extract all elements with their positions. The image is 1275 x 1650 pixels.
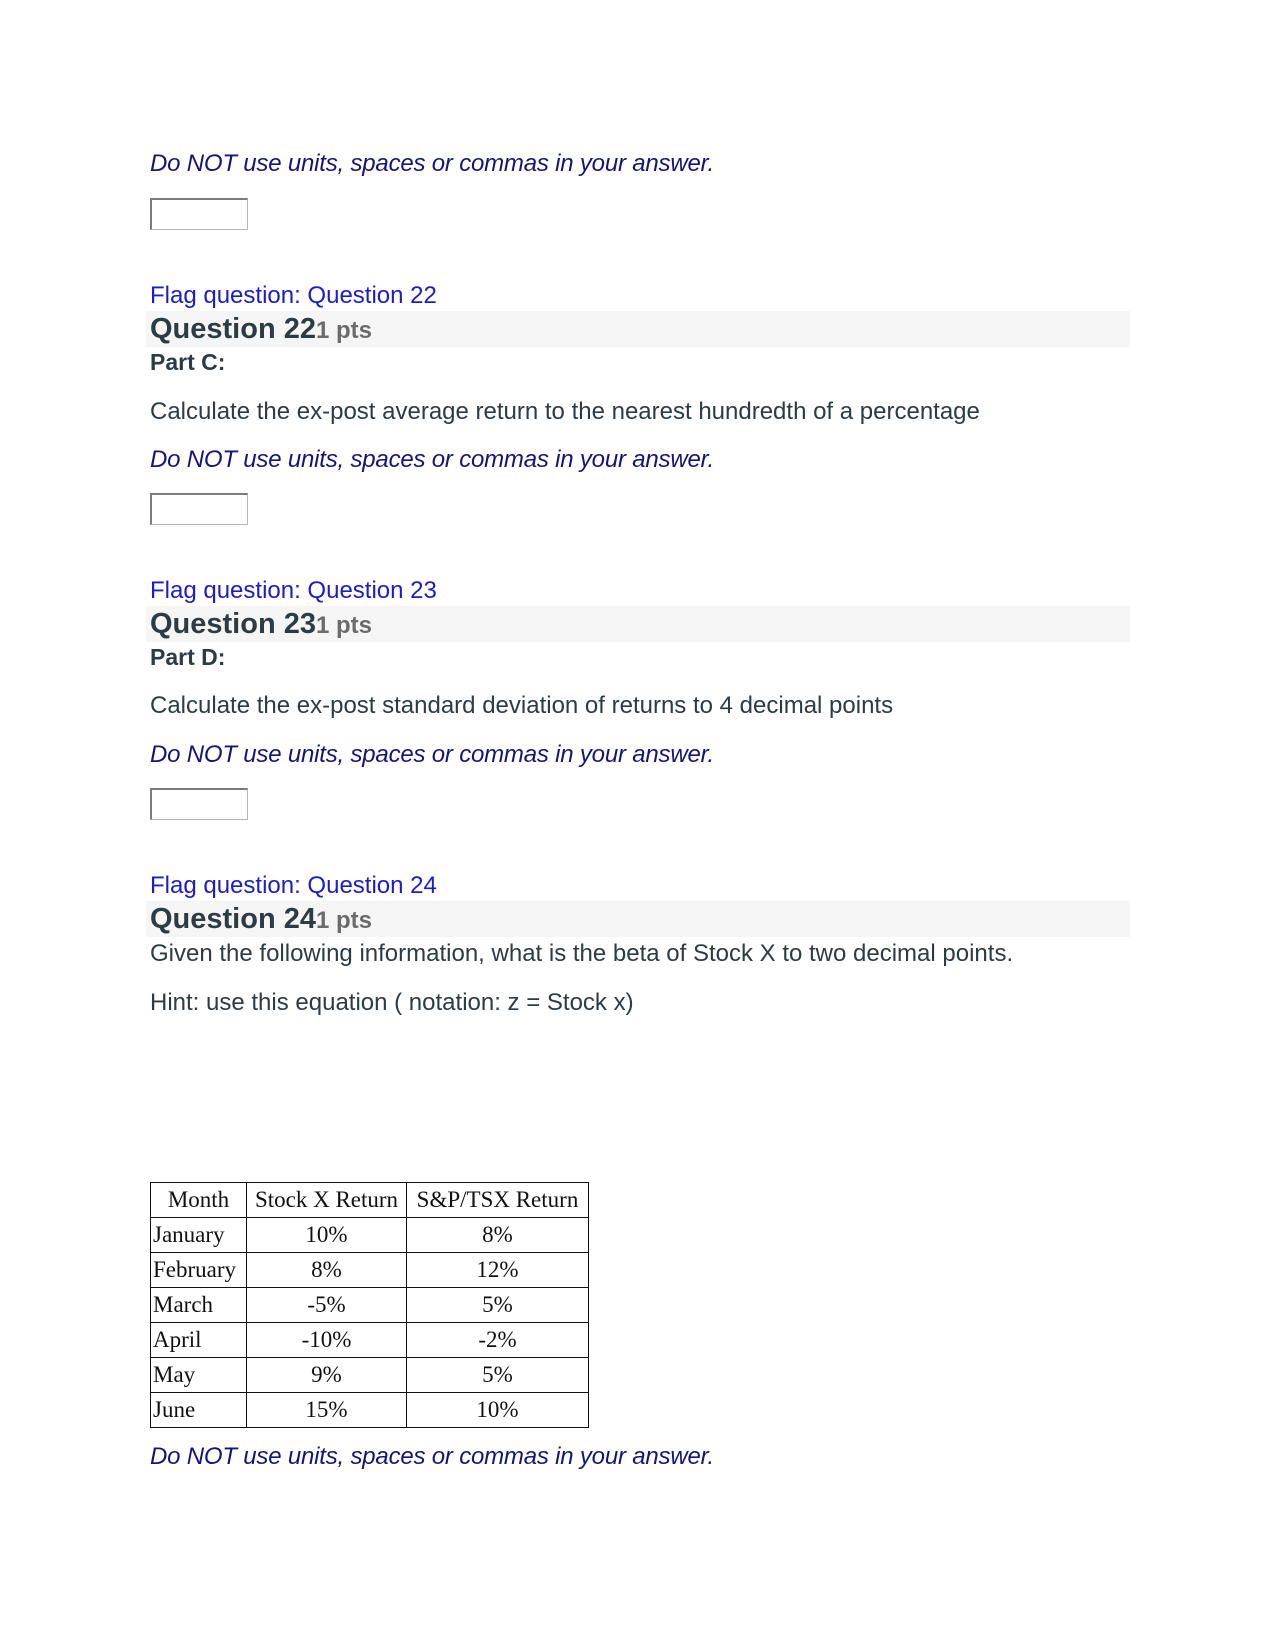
question-points: 1 pts: [316, 907, 373, 934]
stock-x-return-cell: -10%: [247, 1323, 407, 1358]
column-header-month: Month: [151, 1183, 247, 1218]
answer-instruction: Do NOT use units, spaces or commas in your answer.: [150, 446, 714, 473]
month-cell: January: [151, 1218, 247, 1253]
stock-x-return-cell: 9%: [247, 1358, 407, 1393]
question-points: 1 pts: [316, 612, 373, 639]
question-hint: Hint: use this equation ( notation: z = Stock x): [150, 989, 634, 1016]
month-cell: April: [151, 1323, 247, 1358]
answer-instruction: Do NOT use units, spaces or commas in your answer.: [150, 150, 714, 177]
question-header: [146, 311, 1130, 347]
sp-tsx-return-cell: 12%: [407, 1253, 589, 1288]
sp-tsx-return-cell: 5%: [407, 1358, 589, 1393]
table-row: [151, 1253, 589, 1288]
flag-question-link[interactable]: Flag question: Question 23: [150, 577, 437, 604]
question-part: Part C:: [150, 349, 226, 375]
question-number: Question 23: [150, 608, 316, 640]
sp-tsx-return-cell: 10%: [407, 1393, 589, 1428]
question-prompt: Given the following information, what is the beta of Stock X to two decimal points.: [150, 940, 1014, 967]
table-row: [151, 1393, 589, 1428]
question-title: [150, 606, 372, 644]
question-prompt: Calculate the ex-post average return to the nearest hundredth of a percentage: [150, 398, 980, 425]
month-cell: February: [151, 1253, 247, 1288]
flag-question-link[interactable]: Flag question: Question 22: [150, 282, 437, 309]
question-header: [146, 901, 1130, 937]
question-prompt: Calculate the ex-post standard deviation of returns to 4 decimal points: [150, 692, 894, 719]
month-cell: May: [151, 1358, 247, 1393]
stock-x-return-cell: -5%: [247, 1288, 407, 1323]
sp-tsx-return-cell: 8%: [407, 1218, 589, 1253]
flag-question-link[interactable]: Flag question: Question 24: [150, 872, 437, 899]
question-part: Part D:: [150, 644, 226, 670]
stock-x-return-cell: 15%: [247, 1393, 407, 1428]
answer-input[interactable]: [150, 198, 248, 230]
table-row: [151, 1358, 589, 1393]
table-row: [151, 1288, 589, 1323]
column-header-sp-tsx-return: S&P/TSX Return: [407, 1183, 589, 1218]
answer-input[interactable]: [150, 493, 248, 525]
question-title: [150, 311, 372, 349]
table-row: [151, 1218, 589, 1253]
answer-input[interactable]: [150, 788, 248, 820]
question-number: Question 24: [150, 903, 316, 935]
table-row: [151, 1323, 589, 1358]
answer-instruction: Do NOT use units, spaces or commas in your answer.: [150, 1443, 714, 1470]
sp-tsx-return-cell: 5%: [407, 1288, 589, 1323]
month-cell: March: [151, 1288, 247, 1323]
sp-tsx-return-cell: -2%: [407, 1323, 589, 1358]
month-cell: June: [151, 1393, 247, 1428]
answer-instruction: Do NOT use units, spaces or commas in your answer.: [150, 741, 714, 768]
returns-table: [150, 1182, 589, 1428]
stock-x-return-cell: 10%: [247, 1218, 407, 1253]
table-header-row: [151, 1183, 589, 1218]
question-number: Question 22: [150, 313, 316, 345]
column-header-stock-x-return: Stock X Return: [247, 1183, 407, 1218]
question-points: 1 pts: [316, 317, 373, 344]
question-title: [150, 901, 372, 939]
stock-x-return-cell: 8%: [247, 1253, 407, 1288]
question-header: [146, 606, 1130, 642]
